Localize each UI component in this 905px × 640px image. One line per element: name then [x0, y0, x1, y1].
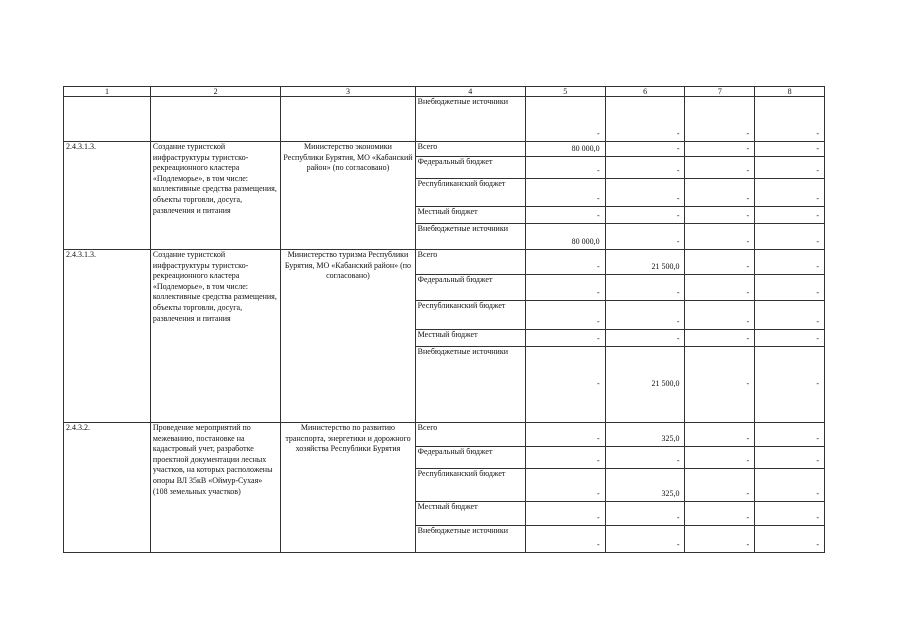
measure-executor: Министерство экономики Республики Бурятия, МО «Кабанский район» (по согласовано) — [281, 142, 415, 250]
value-col5: - — [525, 469, 605, 502]
value-col5: 80 000,0 — [525, 224, 605, 250]
value-col8: - — [755, 250, 825, 275]
value-col6: - — [605, 330, 685, 347]
funding-source: Внебюджетные источники — [415, 224, 525, 250]
funding-source: Местный бюджет — [415, 502, 525, 526]
funding-source: Всего — [415, 142, 525, 157]
value-col8: - — [755, 347, 825, 423]
funding-source: Местный бюджет — [415, 330, 525, 347]
funding-source: Внебюджетные источники — [415, 526, 525, 553]
value-col7: - — [685, 526, 755, 553]
table-row — [64, 423, 825, 447]
value-col6: - — [605, 275, 685, 301]
value-col6: - — [605, 157, 685, 179]
table-row — [64, 97, 825, 142]
value-col8: - — [755, 275, 825, 301]
value-col6: 325,0 — [605, 469, 685, 502]
value-col5: - — [525, 250, 605, 275]
value-col7: - — [685, 250, 755, 275]
value-col7: - — [685, 469, 755, 502]
column-number: 5 — [525, 87, 605, 97]
value-col6: - — [605, 526, 685, 553]
value-col8: - — [755, 330, 825, 347]
value-col8: - — [755, 157, 825, 179]
column-number: 2 — [150, 87, 280, 97]
funding-source: Всего — [415, 423, 525, 447]
value-col6: - — [605, 179, 685, 207]
value-col7: - — [685, 301, 755, 330]
value-col5: - — [525, 301, 605, 330]
value-col7: - — [685, 179, 755, 207]
value-col8: - — [755, 207, 825, 224]
measure-code: 2.4.3.2. — [64, 423, 151, 553]
value-col5: - — [525, 502, 605, 526]
value-col8: - — [755, 447, 825, 469]
value-col7: - — [685, 224, 755, 250]
value-col8: - — [755, 301, 825, 330]
value-col6: - — [605, 502, 685, 526]
measure-name: Создание туристской инфраструктуры туристско-рекреационного кластера «Подлеморье», в том числе: коллективные средства размещения, объекты торговли, досуга, развлечения и питания — [150, 142, 280, 250]
value-col7: - — [685, 330, 755, 347]
value-col6: - — [605, 142, 685, 157]
value-col5: - — [525, 157, 605, 179]
value-col8: - — [755, 423, 825, 447]
value-col7: - — [685, 502, 755, 526]
name-cell — [150, 97, 280, 142]
value-col6: - — [605, 447, 685, 469]
value-col5: - — [525, 97, 605, 142]
column-number: 4 — [415, 87, 525, 97]
value-col6: - — [605, 207, 685, 224]
funding-source: Республиканский бюджет — [415, 469, 525, 502]
funding-source: Республиканский бюджет — [415, 301, 525, 330]
funding-source: Внебюджетные источники — [415, 347, 525, 423]
table-row — [64, 142, 825, 157]
column-number: 7 — [685, 87, 755, 97]
value-col5: - — [525, 275, 605, 301]
value-col5: - — [525, 526, 605, 553]
value-col5: - — [525, 347, 605, 423]
measure-name: Создание туристской инфраструктуры туристско-рекреационного кластера «Подлеморье», в том числе: коллективные средства размещения, объекты торговли, досуга, развлечения и питания — [150, 250, 280, 423]
value-col8: - — [755, 97, 825, 142]
measure-executor: Министерство по развитию транспорта, энергетики и дорожного хозяйства Республики Бурятия — [281, 423, 415, 553]
value-col6: 21 500,0 — [605, 250, 685, 275]
funding-source: Внебюджетные источники — [415, 97, 525, 142]
funding-source: Местный бюджет — [415, 207, 525, 224]
executor-cell — [281, 97, 415, 142]
value-col7: - — [685, 423, 755, 447]
value-col7: - — [685, 347, 755, 423]
value-col7: - — [685, 447, 755, 469]
value-col8: - — [755, 469, 825, 502]
value-col6: 21 500,0 — [605, 347, 685, 423]
value-col7: - — [685, 157, 755, 179]
funding-source: Федеральный бюджет — [415, 275, 525, 301]
code-cell — [64, 97, 151, 142]
column-number: 6 — [605, 87, 685, 97]
table-row — [64, 250, 825, 275]
value-col5: - — [525, 207, 605, 224]
budget-table — [63, 86, 825, 553]
value-col8: - — [755, 224, 825, 250]
measure-code: 2.4.3.1.3. — [64, 250, 151, 423]
column-number-header — [64, 87, 825, 97]
value-col8: - — [755, 502, 825, 526]
column-number: 3 — [281, 87, 415, 97]
value-col5: - — [525, 423, 605, 447]
column-number: 8 — [755, 87, 825, 97]
measure-code: 2.4.3.1.3. — [64, 142, 151, 250]
funding-source: Всего — [415, 250, 525, 275]
value-col6: 325,0 — [605, 423, 685, 447]
value-col7: - — [685, 97, 755, 142]
funding-source: Федеральный бюджет — [415, 157, 525, 179]
value-col7: - — [685, 275, 755, 301]
value-col6: - — [605, 97, 685, 142]
value-col7: - — [685, 142, 755, 157]
value-col8: - — [755, 179, 825, 207]
value-col6: - — [605, 301, 685, 330]
measure-executor: Министерство туризма Республики Бурятия, МО «Кабанский район» (по согласовано) — [281, 250, 415, 423]
value-col5: - — [525, 179, 605, 207]
column-number: 1 — [64, 87, 151, 97]
value-col8: - — [755, 142, 825, 157]
measure-name: Проведение мероприятий по межеванию, постановке на кадастровый учет, разработке проектной документации лесных участков, на которых расположены опоры ВЛ 35кВ «Оймур-Сухая» (108 земельных участков) — [150, 423, 280, 553]
value-col5: 80 000,0 — [525, 142, 605, 157]
funding-source: Республиканский бюджет — [415, 179, 525, 207]
value-col8: - — [755, 526, 825, 553]
value-col7: - — [685, 207, 755, 224]
funding-source: Федеральный бюджет — [415, 447, 525, 469]
value-col5: - — [525, 447, 605, 469]
value-col5: - — [525, 330, 605, 347]
value-col6: - — [605, 224, 685, 250]
